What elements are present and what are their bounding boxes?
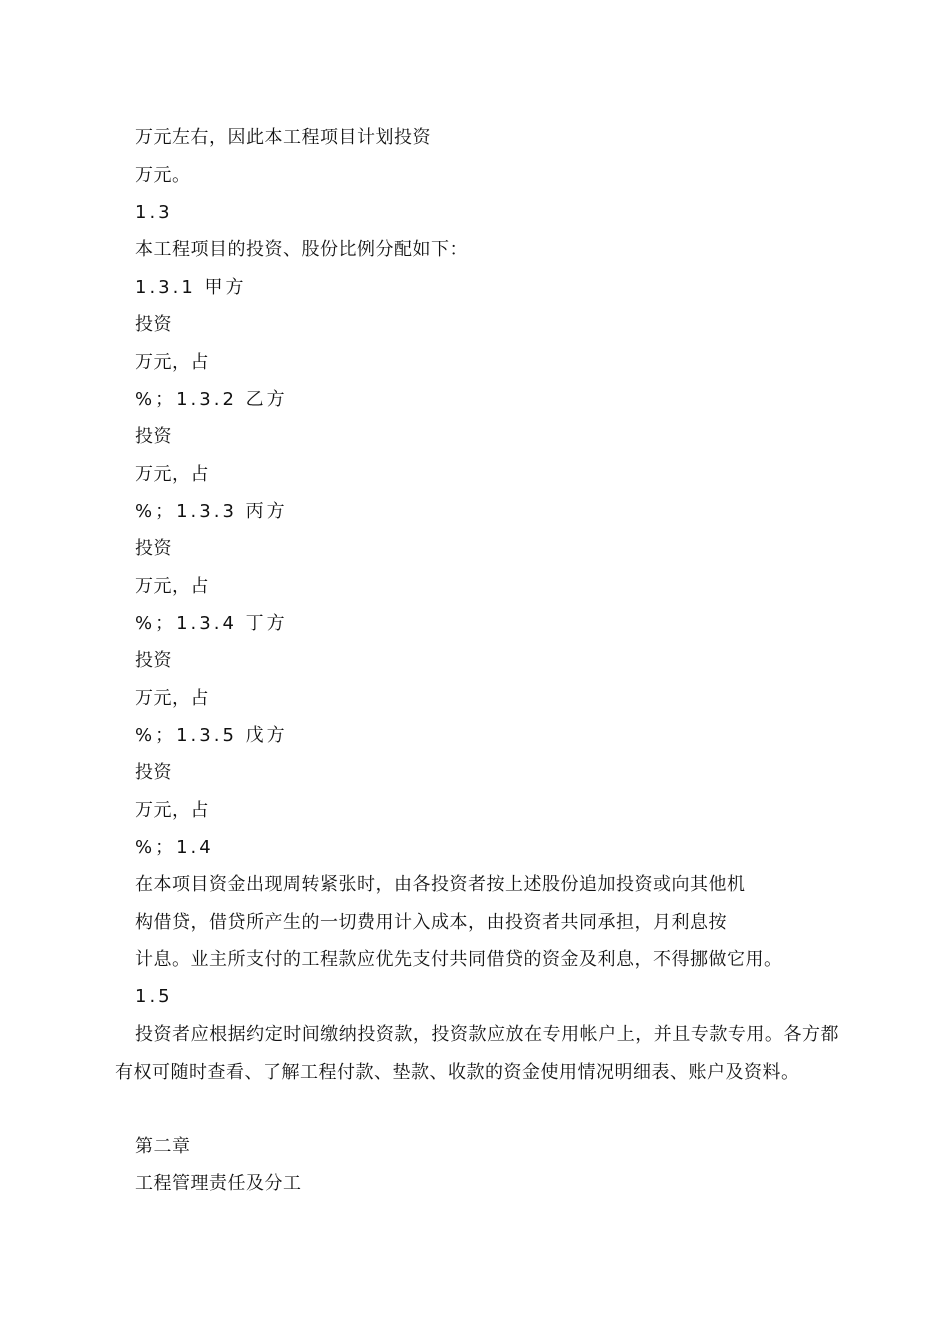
clause-line: %；1.3.3 丙方 — [135, 501, 288, 522]
text-line: 投资 — [135, 650, 172, 671]
section-number: 1.5 — [135, 986, 173, 1007]
clause-line: %；1.4 — [135, 837, 214, 858]
text-line: 万元左右，因此本工程项目计划投资 — [135, 127, 431, 148]
chapter-title: 工程管理责任及分工 — [135, 1173, 302, 1194]
clause-line: %；1.3.2 乙方 — [135, 389, 288, 410]
text-line: 构借贷，借贷所产生的一切费用计入成本，由投资者共同承担，月利息按 — [135, 912, 727, 933]
text-line: 万元，占 — [135, 800, 209, 821]
clause-line: %；1.3.5 戊方 — [135, 725, 288, 746]
section-number: 1.3 — [135, 202, 173, 223]
text-line: 投资 — [135, 426, 172, 447]
text-line: 投资 — [135, 762, 172, 783]
text-line: 万元。 — [135, 165, 191, 186]
text-line: 本工程项目的投资、股份比例分配如下： — [135, 239, 468, 260]
text-line: 投资 — [135, 538, 172, 559]
clause-line: %；1.3.4 丁方 — [135, 613, 288, 634]
text-line: 万元，占 — [135, 688, 209, 709]
paragraph-1-5: 投资者应根据约定时间缴纳投资款，投资款应放在专用帐户上，并且专款专用。各方都有权可随时查看、了解工程付款、垫款、收款的资金使用情况明细表、账户及资料。 — [115, 1024, 839, 1083]
text-line: 投资 — [135, 314, 172, 335]
text-line: 计息。业主所支付的工程款应优先支付共同借贷的资金及利息，不得挪做它用。 — [135, 949, 783, 970]
chapter-number: 第二章 — [135, 1136, 191, 1157]
text-line: 万元，占 — [135, 352, 209, 373]
text-line: 在本项目资金出现周转紧张时，由各投资者按上述股份追加投资或向其他机 — [135, 874, 746, 895]
text-line: 万元，占 — [135, 576, 209, 597]
text-line: 万元，占 — [135, 464, 209, 485]
clause-line: 1.3.1 甲方 — [135, 277, 247, 298]
